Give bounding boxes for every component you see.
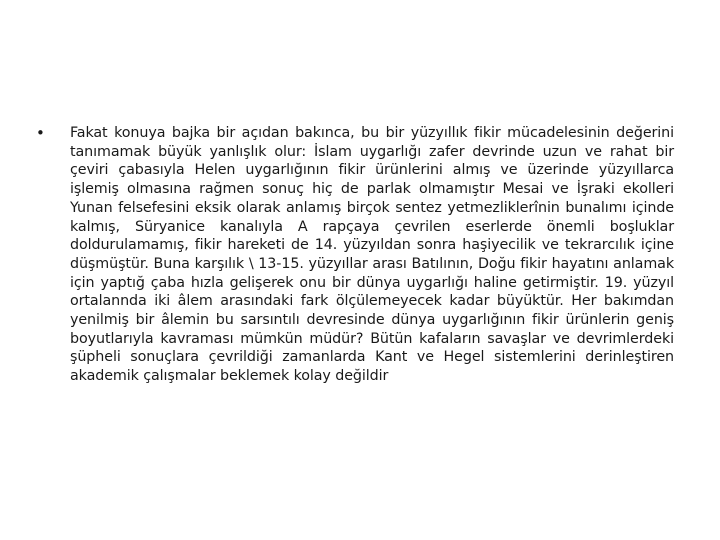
bullet-text: Fakat konuya bajka bir açıdan bakınca, bu bir yüzyıllık fikir mücadelesinin değerini tanımamak büyük yanlışlık olur: İslam uygarlığı zafer devrinde uzun ve rahat bir çeviri çabasıyla Helen uygarlığının fikir ürünlerini almış ve üzerinde yüzyıllarca işlemiş olmasına rağmen sonuç hiç de parlak olmamıştır Mesai ve İşraki ekolleri Yunan felsefesini eksik olarak anlamış birçok sentez yetmezliklerînin bunalımı içinde kalmış, Süryanice kanalıyla A rapçaya çevrilen eserlerde önemli boşluklar doldurulamamış, fikir hareketi de 14. yüzyıldan sonra haşiyecilik ve tekrarcılık içine düşmüştür. Buna karşılık \ 13-15. yüzyıllar arası Batılının, Doğu fikir hayatını anlamak için yaptığ çaba hızla gelişerek onu bir dünya uygarlığı haline getirmiştir. 19. yüzyıl ortalannda iki âlem arasındaki fark ölçülemeyecek kadar büyüktür. Her bakımdan yenilmiş bir âlemin bu sarsıntılı devresinde dünya uygarlığının fikir ürünlerin geniş boyutlarıyla kavraması mümkün müdür? Bütün kafaların savaşlar ve devrimlerdeki şüpheli sonuçlara çevrildiği zamanlarda Kant ve Hegel sistemlerini derinleştiren akademik çalışmalar beklemek kolay değildir <box>70 125 674 385</box>
bullet-item <box>36 124 674 386</box>
bullet-marker: • <box>36 124 45 142</box>
